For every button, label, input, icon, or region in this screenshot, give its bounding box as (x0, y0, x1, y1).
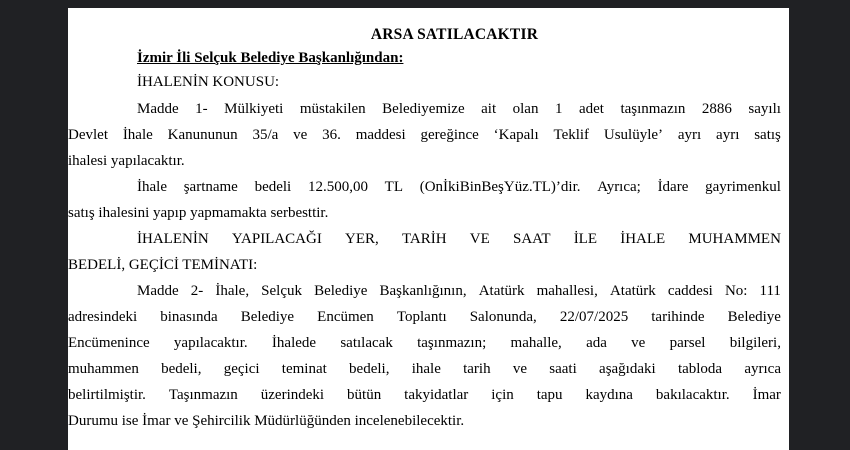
paragraph-line: Devlet İhale Kanununun 35/a ve 36. maddesi gereğince ‘Kapalı Teklif Usulüyle’ ayrı ayrı satış (68, 127, 781, 143)
paragraph-line: Madde 1- Mülkiyeti müstakilen Belediyemize ait olan 1 adet taşınmazın 2886 sayılı (137, 101, 781, 117)
paragraph-line: satış ihalesini yapıp yapmamakta serbesttir. (68, 205, 329, 221)
paragraph-line: Durumu ise İmar ve Şehircilik Müdürlüğünden incelenebilecektir. (68, 413, 465, 429)
heading-line: BEDELİ, GEÇİCİ TEMİNATI: (68, 257, 258, 273)
document-page (68, 8, 789, 450)
paragraph-line: adresindeki binasında Belediye Encümen Toplantı Salonunda, 22/07/2025 tarihinde Belediye (68, 309, 781, 325)
issuer-line: İzmir İli Selçuk Belediye Başkanlığından: (137, 50, 404, 66)
paragraph-line: Madde 2- İhale, Selçuk Belediye Başkanlığının, Atatürk mahallesi, Atatürk caddesi No: 111 (137, 283, 781, 299)
madde-2-paragraph (68, 278, 781, 434)
paragraph-line: Encümenince yapılacaktır. İhalede satılacak taşınmazın; mahalle, ada ve parsel bilgileri, (68, 335, 781, 351)
paragraph-line: İhale şartname bedeli 12.500,00 TL (OnİkiBinBeşYüz.TL)’dir. Ayrıca; İdare gayrimenkul (137, 179, 781, 195)
paragraph-line: ihalesi yapılacaktır. (68, 153, 185, 169)
paragraph-line: belirtilmiştir. Taşınmazın üzerindeki bütün takyidatlar için tapu kaydına bakılacaktır. İmar (68, 387, 781, 403)
specification-fee-paragraph (68, 174, 781, 226)
section-heading-location (68, 226, 781, 278)
paragraph-line: muhammen bedeli, geçici teminat bedeli, ihale tarih ve saati aşağıdaki tabloda ayrıca (68, 361, 781, 377)
document-title: ARSA SATILACAKTIR (370, 26, 539, 43)
madde-1-paragraph (68, 96, 781, 174)
heading-line: İHALENİN YAPILACAĞI YER, TARİH VE SAAT İLE İHALE MUHAMMEN (137, 231, 781, 247)
section-heading-subject: İHALENİN KONUSU: (137, 74, 280, 90)
